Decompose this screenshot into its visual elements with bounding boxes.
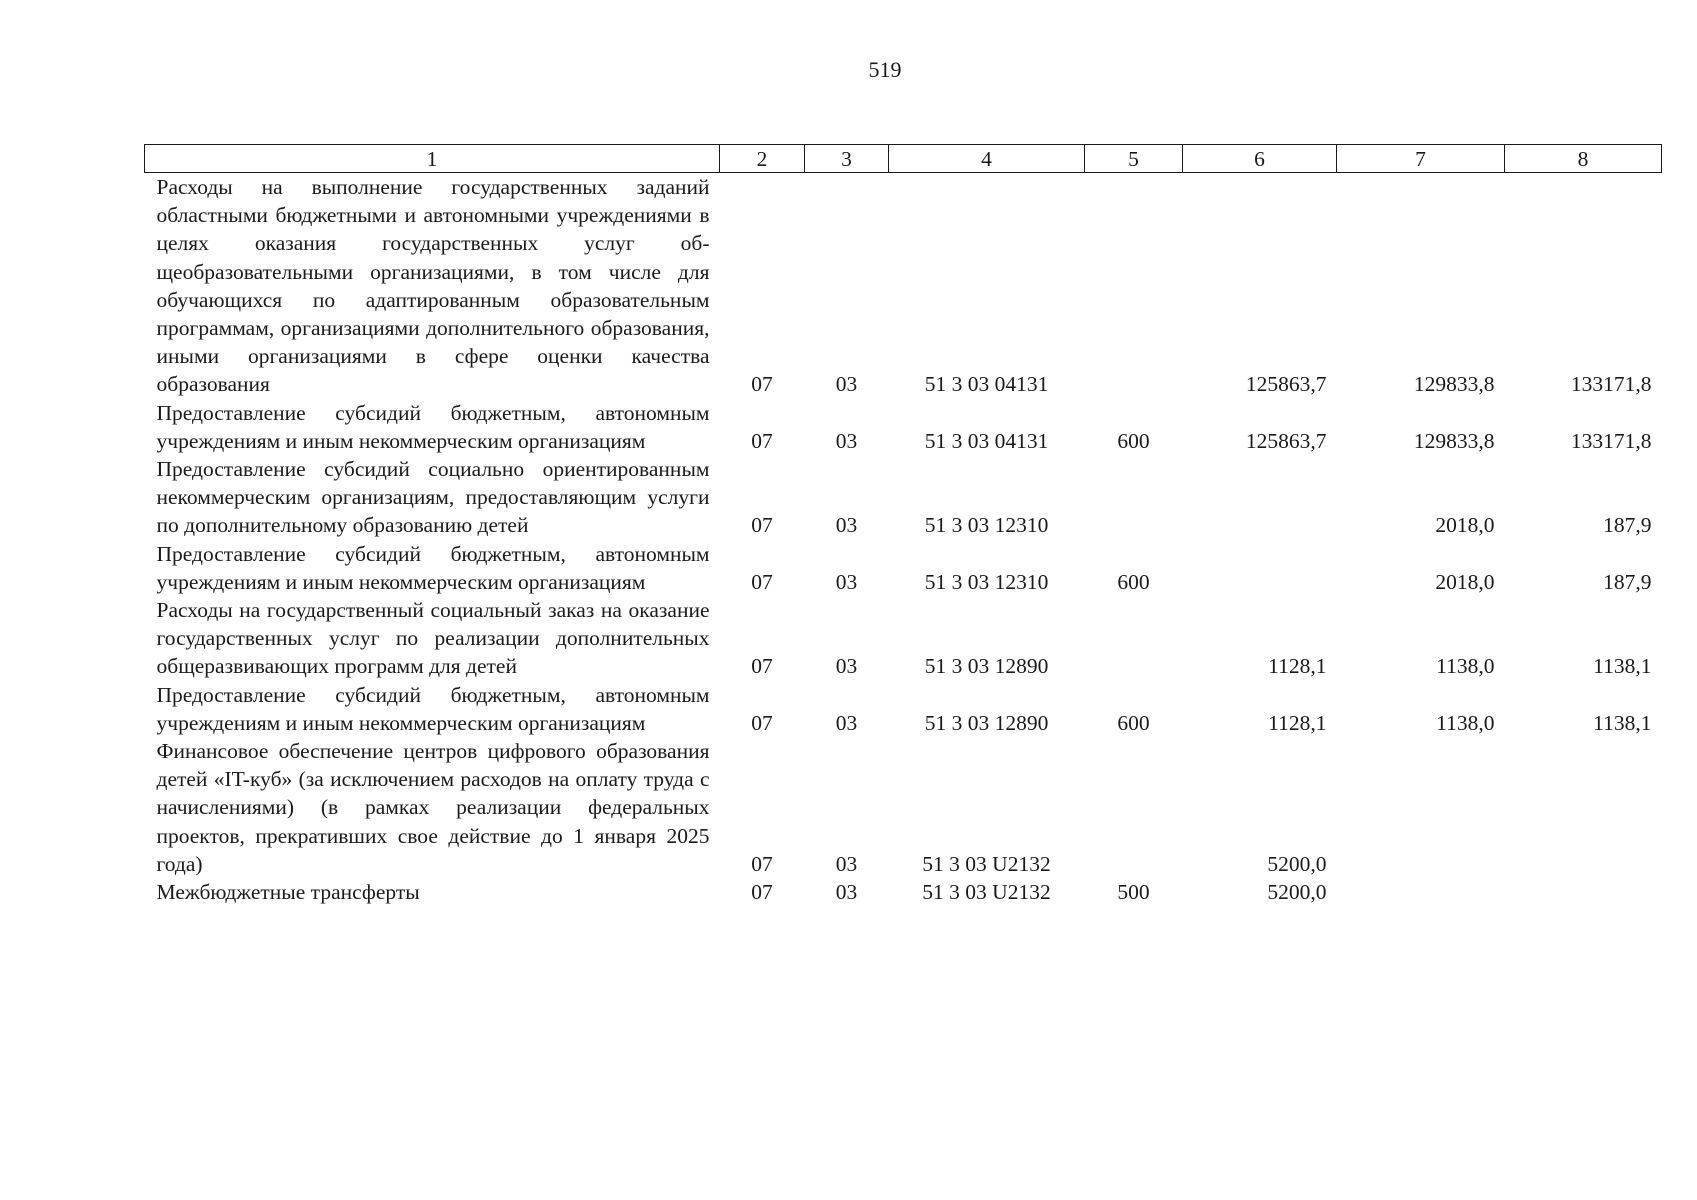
header-row <box>145 145 1662 173</box>
value-col-6: 1128,1 <box>1268 654 1327 679</box>
value-col-7 <box>1337 878 1505 906</box>
section-code: 07 <box>751 569 773 594</box>
expense-type-code <box>1085 173 1183 399</box>
column-header-3: 3 <box>805 145 889 173</box>
table-row <box>145 399 1662 455</box>
table-row <box>145 681 1662 737</box>
value-col-8: 187,9 <box>1603 513 1652 538</box>
table-row <box>145 878 1662 906</box>
expense-type-code: 500 <box>1117 880 1150 905</box>
expense-type-code: 600 <box>1117 569 1150 594</box>
target-article-code: 51 3 03 04131 <box>924 372 1049 397</box>
column-header-8: 8 <box>1505 145 1662 173</box>
value-col-7: 1138,0 <box>1436 710 1495 735</box>
target-article-code: 51 3 03 U2132 <box>922 851 1051 876</box>
target-article-code: 51 3 03 12890 <box>924 710 1049 735</box>
table-row <box>145 737 1662 878</box>
target-article-code: 51 3 03 12310 <box>924 569 1049 594</box>
target-article-code: 51 3 03 04131 <box>924 428 1049 453</box>
value-col-6: 125863,7 <box>1245 372 1327 397</box>
subsection-code: 03 <box>835 880 858 905</box>
subsection-code: 03 <box>835 569 858 594</box>
value-col-6: 5200,0 <box>1267 880 1327 905</box>
row-description: Предоставление субсидий бюджетным, автономным учреждениям и иным некоммерческим организациям <box>156 541 710 594</box>
target-article-code: 51 3 03 U2132 <box>922 880 1051 905</box>
value-col-8: 133171,8 <box>1570 372 1652 397</box>
budget-table <box>144 144 1662 906</box>
section-code: 07 <box>751 851 773 876</box>
value-col-6: 5200,0 <box>1267 851 1327 876</box>
value-col-6 <box>1183 540 1337 596</box>
expense-type-code <box>1085 455 1183 540</box>
value-col-8: 187,9 <box>1603 569 1652 594</box>
target-article-code: 51 3 03 12310 <box>924 513 1049 538</box>
column-header-7: 7 <box>1337 145 1505 173</box>
row-description: Расходы на государственный социальный заказ на оказание государственных услуг по реализации дополнительных общеразвивающих программ для детей <box>156 598 710 679</box>
table-row <box>145 596 1662 681</box>
row-description: Предоставление субсидий бюджетным, автономным учреждениям и иным некоммерческим организациям <box>156 400 710 453</box>
value-col-7 <box>1337 737 1505 878</box>
expense-type-code <box>1085 737 1183 878</box>
value-col-6: 1128,1 <box>1268 710 1327 735</box>
section-code: 07 <box>751 513 773 538</box>
column-header-1: 1 <box>145 145 720 173</box>
value-col-8: 133171,8 <box>1570 428 1652 453</box>
section-code: 07 <box>751 428 773 453</box>
expense-type-code: 600 <box>1117 428 1150 453</box>
value-col-8: 1138,1 <box>1593 710 1652 735</box>
row-description: Расходы на выполнение государственных заданий областными бюджетными и автономными учреждениями в целях оказания государственных услуг общеобразовательными организациями, в том числе для обучающихся по адаптированным образовательным программам, организациями дополнительного образования, иными организациями в сфере оценки качества образования <box>156 175 710 397</box>
column-header-5: 5 <box>1085 145 1183 173</box>
section-code: 07 <box>751 372 773 397</box>
value-col-7: 129833,8 <box>1413 428 1495 453</box>
table-row <box>145 455 1662 540</box>
column-header-2: 2 <box>720 145 805 173</box>
value-col-6: 125863,7 <box>1245 428 1327 453</box>
value-col-7: 1138,0 <box>1436 654 1495 679</box>
value-col-7: 2018,0 <box>1435 569 1495 594</box>
target-article-code: 51 3 03 12890 <box>924 654 1049 679</box>
value-col-7: 2018,0 <box>1435 513 1495 538</box>
subsection-code: 03 <box>835 710 858 735</box>
subsection-code: 03 <box>835 513 858 538</box>
value-col-7: 129833,8 <box>1413 372 1495 397</box>
column-header-6: 6 <box>1183 145 1337 173</box>
page-number: 519 <box>868 57 902 82</box>
subsection-code: 03 <box>835 428 858 453</box>
section-code: 07 <box>751 880 773 905</box>
section-code: 07 <box>751 710 773 735</box>
row-description: Финансовое обеспечение центров цифрового образования детей «IT-куб» (за исключением расходов на оплату труда с начислениями) (в рамках реализации федеральных проектов, прекративших свое действие до 1 января 2025 года) <box>156 739 710 876</box>
subsection-code: 03 <box>835 654 858 679</box>
subsection-code: 03 <box>835 372 858 397</box>
section-code: 07 <box>751 654 773 679</box>
expense-type-code: 600 <box>1117 710 1150 735</box>
value-col-6 <box>1183 455 1337 540</box>
column-header-4: 4 <box>889 145 1085 173</box>
value-col-8 <box>1505 737 1662 878</box>
expense-type-code <box>1085 596 1183 681</box>
row-description: Предоставление субсидий бюджетным, автономным учреждениям и иным некоммерческим организациям <box>156 682 710 735</box>
table-row <box>145 173 1662 399</box>
table-row <box>145 540 1662 596</box>
value-col-8 <box>1505 878 1662 906</box>
subsection-code: 03 <box>835 851 858 876</box>
value-col-8: 1138,1 <box>1593 654 1652 679</box>
row-description: Предоставление субсидий социально ориентированным некоммерческим организациям, предоставляющим услуги по дополнительному образованию детей <box>156 457 710 538</box>
row-description: Межбюджетные трансферты <box>156 880 420 905</box>
